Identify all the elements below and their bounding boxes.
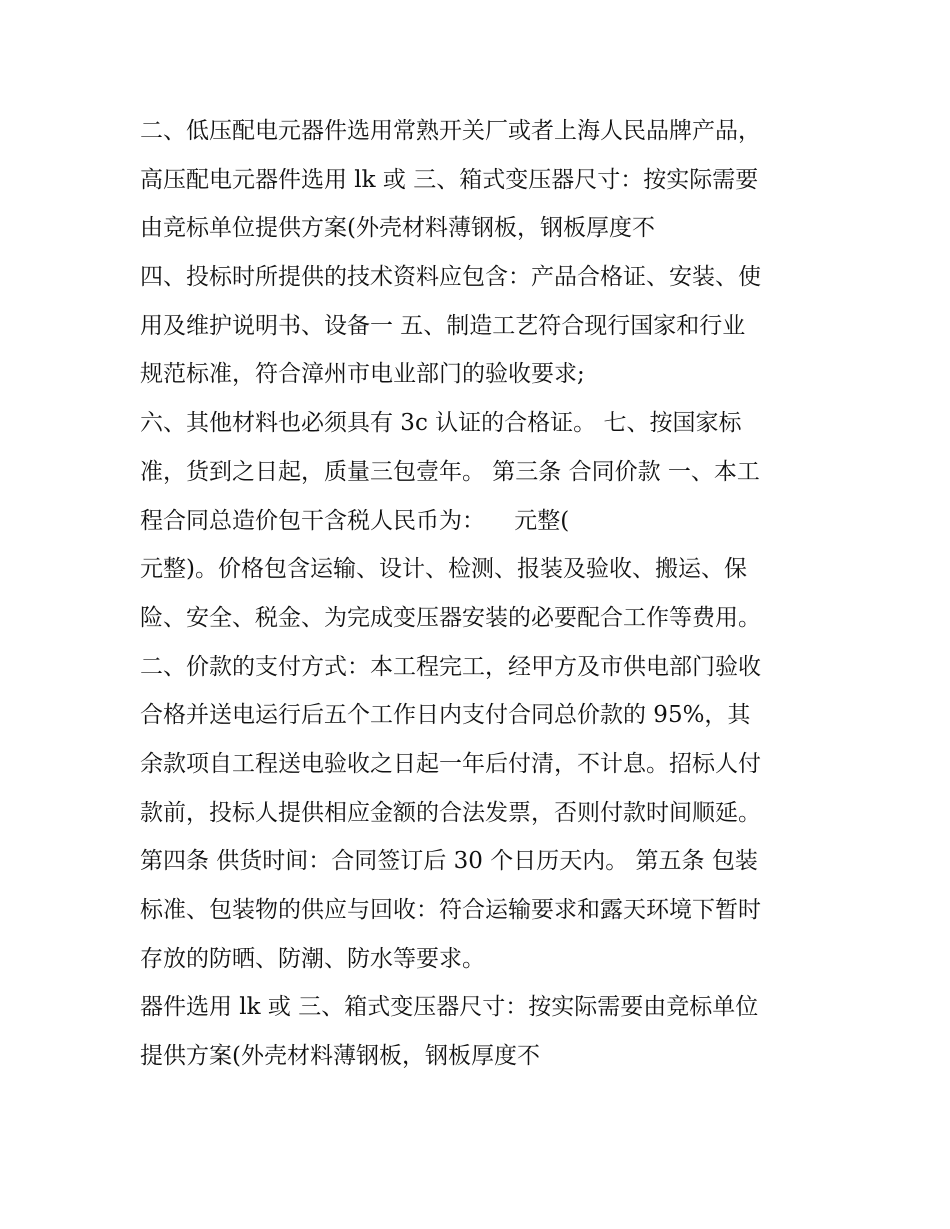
text-line: 由竞标单位提供方案(外壳材料薄钢板，钢板厚度不	[140, 215, 655, 242]
text-line: 二、价款的支付方式：本工程完工，经甲方及市供电部门验收	[140, 653, 761, 680]
text-line: 元整)。价格包含运输、设计、检测、报装及验收、搬运、保	[140, 556, 747, 583]
text-line: 准，货到之日起，质量三包壹年。 第三条 合同价款 一、本工	[140, 458, 760, 485]
text-line: 余款项自工程送电验收之日起一年后付清，不计息。招标人付	[140, 750, 761, 777]
text-line: 第四条 供货时间：合同签订后 30 个日历天内。 第五条 包装	[140, 848, 758, 875]
document-body	[140, 107, 840, 1081]
text-line: 四、投标时所提供的技术资料应包含：产品合格证、安装、使	[140, 264, 761, 291]
text-line: 标准、包装物的供应与回收：符合运输要求和露天环境下暂时	[140, 897, 761, 923]
text-line: 器件选用 lk 或 三、箱式变压器尺寸：按实际需要由竞标单位	[140, 994, 759, 1021]
text-line: 存放的防晒、防潮、防水等要求。	[140, 945, 485, 972]
text-line: 险、安全、税金、为完成变压器安装的必要配合工作等费用。	[140, 604, 761, 631]
text-line: 款前，投标人提供相应金额的合法发票，否则付款时间顺延。	[140, 799, 761, 826]
text-line: 程合同总造价包干含税人民币为： 元整(	[140, 507, 570, 534]
text-line: 六、其他材料也必须具有 3c 认证的合格证。 七、按国家标	[140, 410, 742, 437]
text-line: 用及维护说明书、设备一 五、制造工艺符合现行国家和行业	[140, 312, 746, 339]
text-line: 高压配电元器件选用 lk 或 三、箱式变压器尺寸：按实际需要	[140, 166, 759, 193]
text-line: 提供方案(外壳材料薄钢板，钢板厚度不	[140, 1043, 540, 1070]
text-line: 合格并送电运行后五个工作日内支付合同总价款的 95%，其	[140, 702, 751, 729]
text-line: 二、低压配电元器件选用常熟开关厂或者上海人民品牌产品，	[140, 118, 761, 144]
text-line: 规范标准，符合漳州市电业部门的验收要求;	[140, 361, 585, 388]
